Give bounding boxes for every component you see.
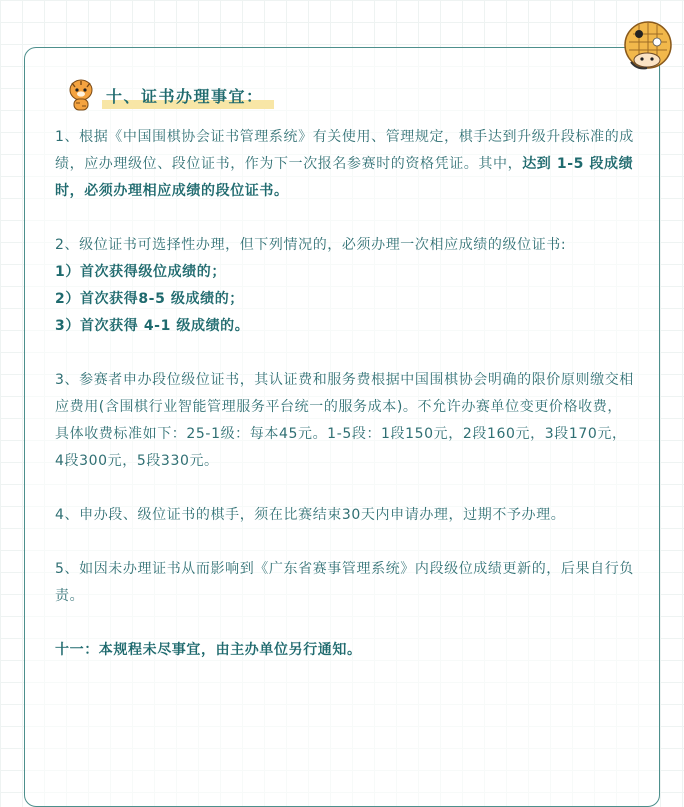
tiger-mascot-icon bbox=[66, 78, 96, 112]
section-heading bbox=[66, 78, 268, 112]
list-item: 3）首次获得 4-1 级成绩的。 bbox=[55, 318, 250, 334]
paragraph-1-text: 1、根据《中国围棋协会证书管理系统》有关使用、管理规定，棋手达到升级升段标准的成绩，应办理级位、段位证书，作为下一次报名参赛时的资格凭证。其中， bbox=[55, 129, 634, 172]
section-title: 十、证书办理事宜： bbox=[102, 84, 268, 107]
document-body bbox=[55, 124, 635, 664]
paragraph-1-emphasis: 达到 1-5 段成绩时，必须办理相应成绩的段位证书。 bbox=[55, 156, 634, 199]
list-item: 2）首次获得8-5 级成绩的； bbox=[55, 291, 244, 307]
list-item: 1）首次获得级位成绩的； bbox=[55, 264, 226, 280]
condition-list bbox=[55, 259, 635, 340]
paragraph-2: 2、级位证书可选择性办理，但下列情况的，必须办理一次相应成绩的级位证书: bbox=[55, 237, 567, 253]
closing-statement: 十一：本规程未尽事宜，由主办单位另行通知。 bbox=[55, 642, 362, 658]
paragraph-1 bbox=[55, 124, 635, 205]
paragraph-5: 5、如因未办理证书从而影响到《广东省赛事管理系统》内段级位成绩更新的，后果自行负责。 bbox=[55, 561, 634, 604]
paragraph-3: 3、参赛者申办段位级位证书，其认证费和服务费根据中国围棋协会明确的限价原则缴交相应费用(含围棋行业智能管理服务平台统一的服务成本)。不允许办赛单位变更价格收费，具体收费标准如下：25-1级：每本45元。1-5段：1段150元，2段160元，3段170元，4段300元，5段330元。 bbox=[55, 372, 634, 469]
go-board-mascot-icon bbox=[623, 20, 673, 70]
paragraph-4: 4、申办段、级位证书的棋手，须在比赛结束30天内申请办理，过期不予办理。 bbox=[55, 507, 566, 523]
